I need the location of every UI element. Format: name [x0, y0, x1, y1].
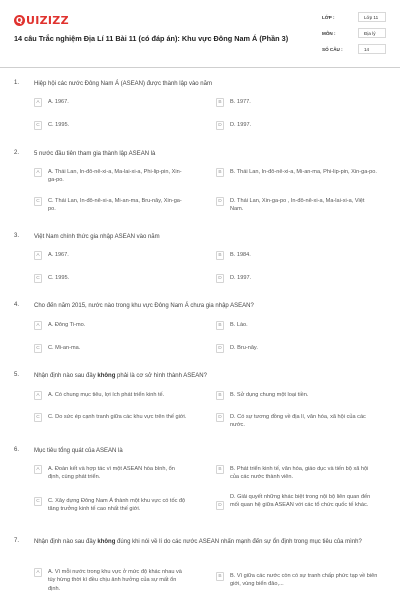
option-text: D. Giải quyết những khác biệt trong nội bộ liên quan đến mối quan hệ giữa ASEAN với các tổ chức quốc tế khác. [230, 494, 371, 509]
option-letter-badge: B [216, 321, 224, 330]
option-letter-badge: B [216, 98, 224, 107]
meta-subject-label: MÔN : [322, 31, 336, 36]
option-text: D. 1997. [230, 275, 252, 281]
question-number: 2. [14, 150, 20, 156]
option-text: C. Do sức ép cạnh tranh giữa các khu vực trên thế giới. [48, 414, 187, 420]
quizizz-logo[interactable] [14, 14, 69, 27]
option-letter-badge: B [216, 465, 224, 474]
option-letter-badge: D [216, 413, 224, 422]
option-text: A. Thái Lan, In-đô-nê-xi-a, Ma-lai-xi-a, Phi-lip-pin, Xin-ga-po. [48, 169, 182, 184]
question-text: Mục tiêu tổng quát của ASEAN là [34, 448, 123, 454]
question-text-emphasis: không [97, 539, 116, 545]
meta-box [322, 11, 388, 61]
option-letter-badge: C [34, 274, 42, 283]
question-text-pre: Nhận định nào sau đây [34, 539, 98, 545]
option-letter-badge: C [34, 497, 42, 506]
question-number: 5. [14, 372, 20, 378]
question-text [34, 372, 384, 381]
question-text: Việt Nam chính thức gia nhập ASEAN vào năm [34, 234, 160, 240]
option-text: D. Thái Lan, Xin-ga-po , In-đô-nê-xi-a, Ma-lai-xi-a, Việt Nam. [230, 198, 365, 213]
meta-grade-label: LỚP : [322, 15, 335, 20]
question-number: 4. [14, 302, 20, 308]
option-letter-badge: B [216, 251, 224, 260]
option-letter-badge: D [216, 344, 224, 353]
question-text [34, 538, 384, 547]
option-text: C. Thái Lan, In-đô-nê-xi-a, Mi-an-ma, Bru-nây, Xin-ga-po. [48, 198, 182, 213]
option-letter-badge: D [216, 501, 224, 510]
meta-subject-value: Địa lý [358, 28, 386, 38]
option-letter-badge: D [216, 121, 224, 130]
option-text: B. Lào. [230, 322, 248, 328]
question-number: 6. [14, 447, 20, 453]
option-letter-badge: A [34, 568, 42, 577]
option-text: C. 1995. [48, 122, 70, 128]
option-text: A. Đông Ti-mo. [48, 322, 86, 328]
option-text: B. 1984. [230, 252, 251, 258]
option-letter-badge: C [34, 413, 42, 422]
option-letter-badge: B [216, 391, 224, 400]
meta-subject [322, 27, 388, 41]
meta-count-label: SỐ CÂU : [322, 47, 343, 52]
option-letter-badge: A [34, 98, 42, 107]
option-letter-badge: D [216, 197, 224, 206]
meta-count-value: 14 [358, 44, 386, 54]
option-text: B. 1977. [230, 99, 251, 105]
option-letter-badge: A [34, 391, 42, 400]
option-text: B. Phát triển kinh tế, văn hóa, giáo dục và tiến bộ xã hội của các nước thành viên. [230, 466, 369, 481]
question-text: Cho đến năm 2015, nước nào trong khu vực Đông Nam Á chưa gia nhập ASEAN? [34, 303, 254, 309]
question-number: 7. [14, 538, 20, 544]
question-text-emphasis: không [97, 373, 116, 379]
option-letter-badge: A [34, 321, 42, 330]
option-text: A. 1967. [48, 99, 69, 105]
option-letter-badge: A [34, 465, 42, 474]
header-divider [0, 67, 400, 68]
question-text: 5 nước đầu tiên tham gia thành lập ASEAN là [34, 151, 156, 157]
meta-grade-value: Lớp 11 [358, 12, 386, 22]
option-text: C. 1995. [48, 275, 70, 281]
meta-grade [322, 11, 388, 25]
option-letter-badge: C [34, 197, 42, 206]
option-text: C. Mi-an-ma. [48, 345, 81, 351]
question-text-pre: Nhận định nào sau đây [34, 373, 98, 379]
option-letter-badge: C [34, 344, 42, 353]
option-text: B. Thái Lan, In-đô-nê-xi-a, Mi-an-ma, Phi-lip-pin, Xin-ga-po. [230, 169, 377, 175]
option-letter-badge: B [216, 572, 224, 581]
option-text: B. Vì giữa các nước còn có sự tranh chấp phức tạp về biên giới, vùng biển đảo,... [230, 573, 378, 588]
question-number: 3. [14, 233, 20, 239]
option-text: C. Xây dựng Đông Nam Á thành một khu vực có tốc độ tăng trưởng kinh tế cao nhất thế giới. [48, 498, 186, 513]
option-letter-badge: D [216, 274, 224, 283]
page-title: 14 câu Trắc nghiệm Địa Lí 11 Bài 11 (có đáp án): Khu vực Đông Nam Á (Phần 3) [14, 34, 289, 43]
option-letter-badge: A [34, 168, 42, 177]
header [0, 0, 400, 66]
option-text: A. Có chung mục tiêu, lợi ích phát triển kinh tế. [48, 392, 165, 398]
question-text-post: phải là cơ sở hình thành ASEAN? [115, 373, 207, 379]
meta-count [322, 43, 388, 57]
option-text: B. Sử dụng chung một loại tiền. [230, 392, 309, 398]
option-text: D. Có sự tương đồng về địa lí, văn hóa, xã hội của các nước. [230, 414, 366, 429]
option-letter-badge: B [216, 168, 224, 177]
option-text: A. Vì mỗi nước trong khu vực ở mức độ khác nhau và tùy hừng thời kì đều chịu ảnh hưởng của sự mất ổn định. [48, 569, 182, 592]
option-letter-badge: A [34, 251, 42, 260]
option-text: D. Bru-nây. [230, 345, 258, 351]
question-text-post: đúng khi nói về lí do các nước ASEAN nhấn mạnh đến sự ổn định trong mục tiêu của mình? [115, 539, 362, 545]
logo-q-mark: Q [15, 16, 24, 25]
question-number: 1. [14, 80, 20, 86]
option-text: D. 1997. [230, 122, 252, 128]
question-text: Hiệp hội các nước Đông Nam Á (ASEAN) được thành lập vào năm [34, 81, 212, 87]
option-text: A. Đoàn kết và hợp tác vì một ASEAN hòa bình, ổn định, cùng phát triển. [48, 466, 175, 481]
logo-text: UIZIZZ [26, 14, 69, 27]
option-text: A. 1967. [48, 252, 69, 258]
option-letter-badge: C [34, 121, 42, 130]
